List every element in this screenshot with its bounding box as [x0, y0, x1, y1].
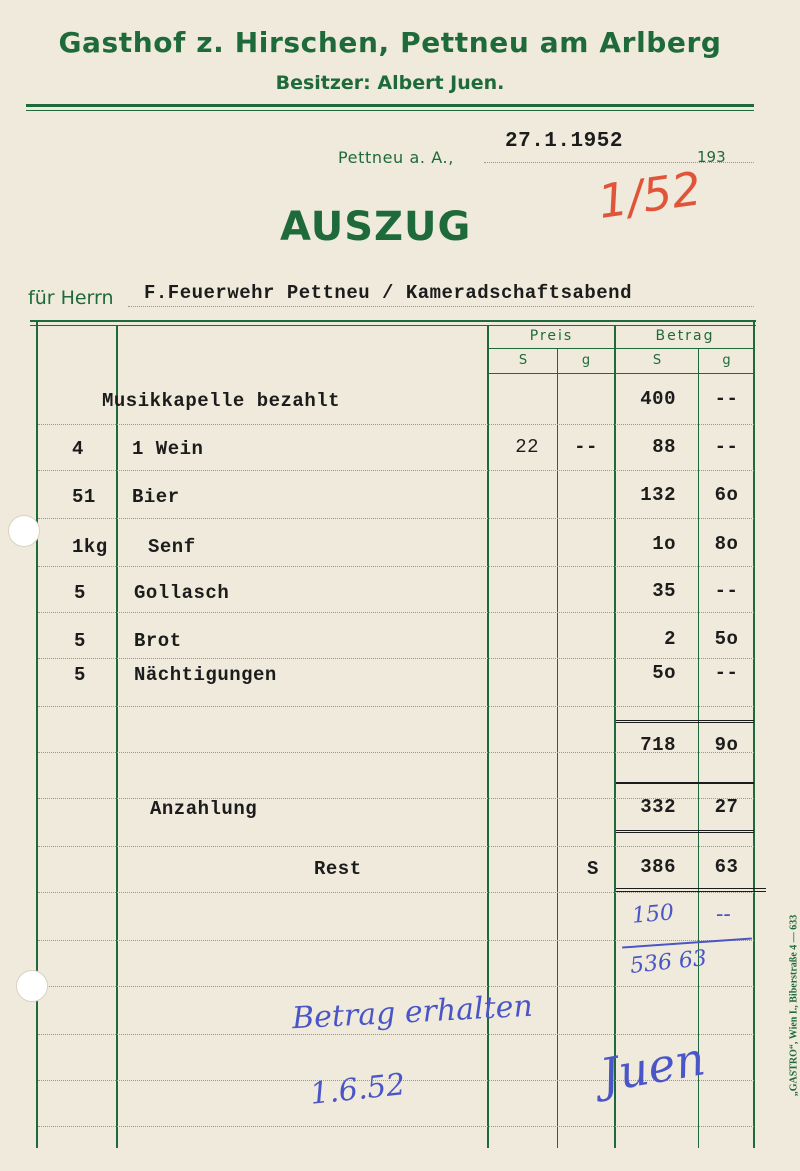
row-line	[38, 940, 754, 941]
total-top-rule	[616, 720, 754, 723]
table-qty-divider	[116, 325, 118, 1148]
rest-currency: S	[587, 858, 599, 880]
row-line	[38, 1126, 754, 1127]
row-line	[38, 658, 754, 659]
line-item-amount-s: 2	[664, 628, 676, 650]
line-item-description: Gollasch	[134, 582, 230, 604]
line-item-description: Musikkapelle bezahlt	[102, 390, 341, 412]
deposit-amount-g: 27	[714, 796, 739, 818]
handwritten-payment-s: 150	[630, 900, 676, 929]
line-item-qty: 5	[74, 664, 86, 686]
row-line	[38, 892, 754, 893]
printer-imprint: „GASTRO“, Wien I., Biberstraße 4 — 633	[788, 914, 800, 1097]
deposit-amount-s: 332	[640, 796, 676, 818]
rest-double-underline	[616, 888, 766, 892]
column-header-preis: Preis	[529, 328, 574, 344]
table-header-rule	[488, 373, 754, 374]
invoice-date: 27.1.1952	[505, 130, 623, 153]
handwritten-received-date: 1.6.52	[308, 1067, 407, 1112]
business-name: Gasthof z. Hirschen, Pettneu am Arlberg	[58, 26, 722, 59]
invoice-number: 1/52	[594, 161, 705, 229]
line-item-amount-s: 35	[652, 580, 676, 602]
column-sub-preis-g: g	[581, 353, 591, 368]
row-line	[38, 706, 754, 707]
rest-amount-s: 386	[640, 856, 676, 878]
document-title: AUSZUG	[280, 204, 472, 250]
total-bottom-rule	[616, 782, 754, 784]
header-rule-top	[26, 104, 754, 107]
rest-label: Rest	[314, 858, 362, 880]
line-item-description: 1 Wein	[132, 438, 204, 460]
row-line	[38, 986, 754, 987]
row-line	[38, 518, 754, 519]
line-item-description: Nächtigungen	[134, 664, 277, 686]
recipient-dotted-line	[128, 306, 754, 307]
line-item-amount-g: 6o	[714, 484, 739, 506]
punch-hole-top	[8, 515, 40, 547]
column-sub-preis-s: S	[518, 353, 528, 368]
table-top-rule-1	[30, 320, 756, 322]
line-item-amount-s: 5o	[652, 662, 676, 684]
punch-hole-bottom	[16, 970, 48, 1002]
rest-amount-g: 63	[714, 856, 739, 878]
handwritten-signature: Juen	[596, 1031, 709, 1103]
place-label: Pettneu a. A.,	[338, 148, 454, 167]
header-rule-bottom	[26, 110, 754, 111]
line-item-qty: 5	[74, 582, 86, 604]
line-item-amount-g: --	[714, 436, 739, 458]
row-line	[38, 1034, 754, 1035]
table-price-sub-divider	[557, 348, 558, 1148]
line-item-description: Senf	[148, 536, 196, 558]
row-line	[38, 424, 754, 425]
row-line	[38, 566, 754, 567]
line-item-amount-s: 400	[640, 388, 676, 410]
line-item-description: Brot	[134, 630, 182, 652]
line-item-amount-s: 132	[640, 484, 676, 506]
deposit-bottom-rule	[616, 830, 754, 833]
line-item-qty: 4	[72, 438, 84, 460]
handwritten-payment-g: --	[716, 902, 731, 927]
line-item-qty: 51	[72, 486, 96, 508]
table-top-rule-2	[30, 325, 756, 326]
handwritten-received-note: Betrag erhalten	[291, 988, 534, 1037]
line-item-price-g: --	[574, 436, 598, 458]
column-header-betrag: Betrag	[655, 328, 715, 344]
line-item-amount-s: 1o	[652, 533, 676, 555]
line-item-amount-g: --	[714, 662, 739, 684]
line-item-price-s: 22	[515, 436, 539, 458]
line-item-amount-g: --	[714, 388, 739, 410]
table-subheader-rule	[488, 348, 754, 349]
row-line	[38, 846, 754, 847]
column-sub-betrag-g: g	[722, 353, 731, 368]
line-item-description: Bier	[132, 486, 180, 508]
row-line	[38, 612, 754, 613]
recipient-label: für Herrn	[28, 287, 114, 309]
line-item-amount-g: 8o	[714, 533, 739, 555]
column-sub-betrag-s: S	[652, 353, 662, 368]
handwritten-balance: 536 63	[628, 946, 709, 979]
line-item-qty: 1kg	[72, 536, 108, 558]
line-item-qty: 5	[74, 630, 86, 652]
line-item-amount-g: 5o	[714, 628, 739, 650]
total-amount-s: 718	[640, 734, 676, 756]
owner-line: Besitzer: Albert Juen.	[275, 72, 505, 94]
line-item-amount-g: --	[714, 580, 739, 602]
total-amount-g: 9o	[714, 734, 739, 756]
year-prefix: 193	[697, 148, 726, 166]
line-item-amount-s: 88	[652, 436, 676, 458]
row-line	[38, 470, 754, 471]
deposit-label: Anzahlung	[150, 798, 258, 820]
recipient-name: F.Feuerwehr Pettneu / Kameradschaftsabend	[144, 282, 632, 304]
table-left-border	[36, 320, 38, 1148]
